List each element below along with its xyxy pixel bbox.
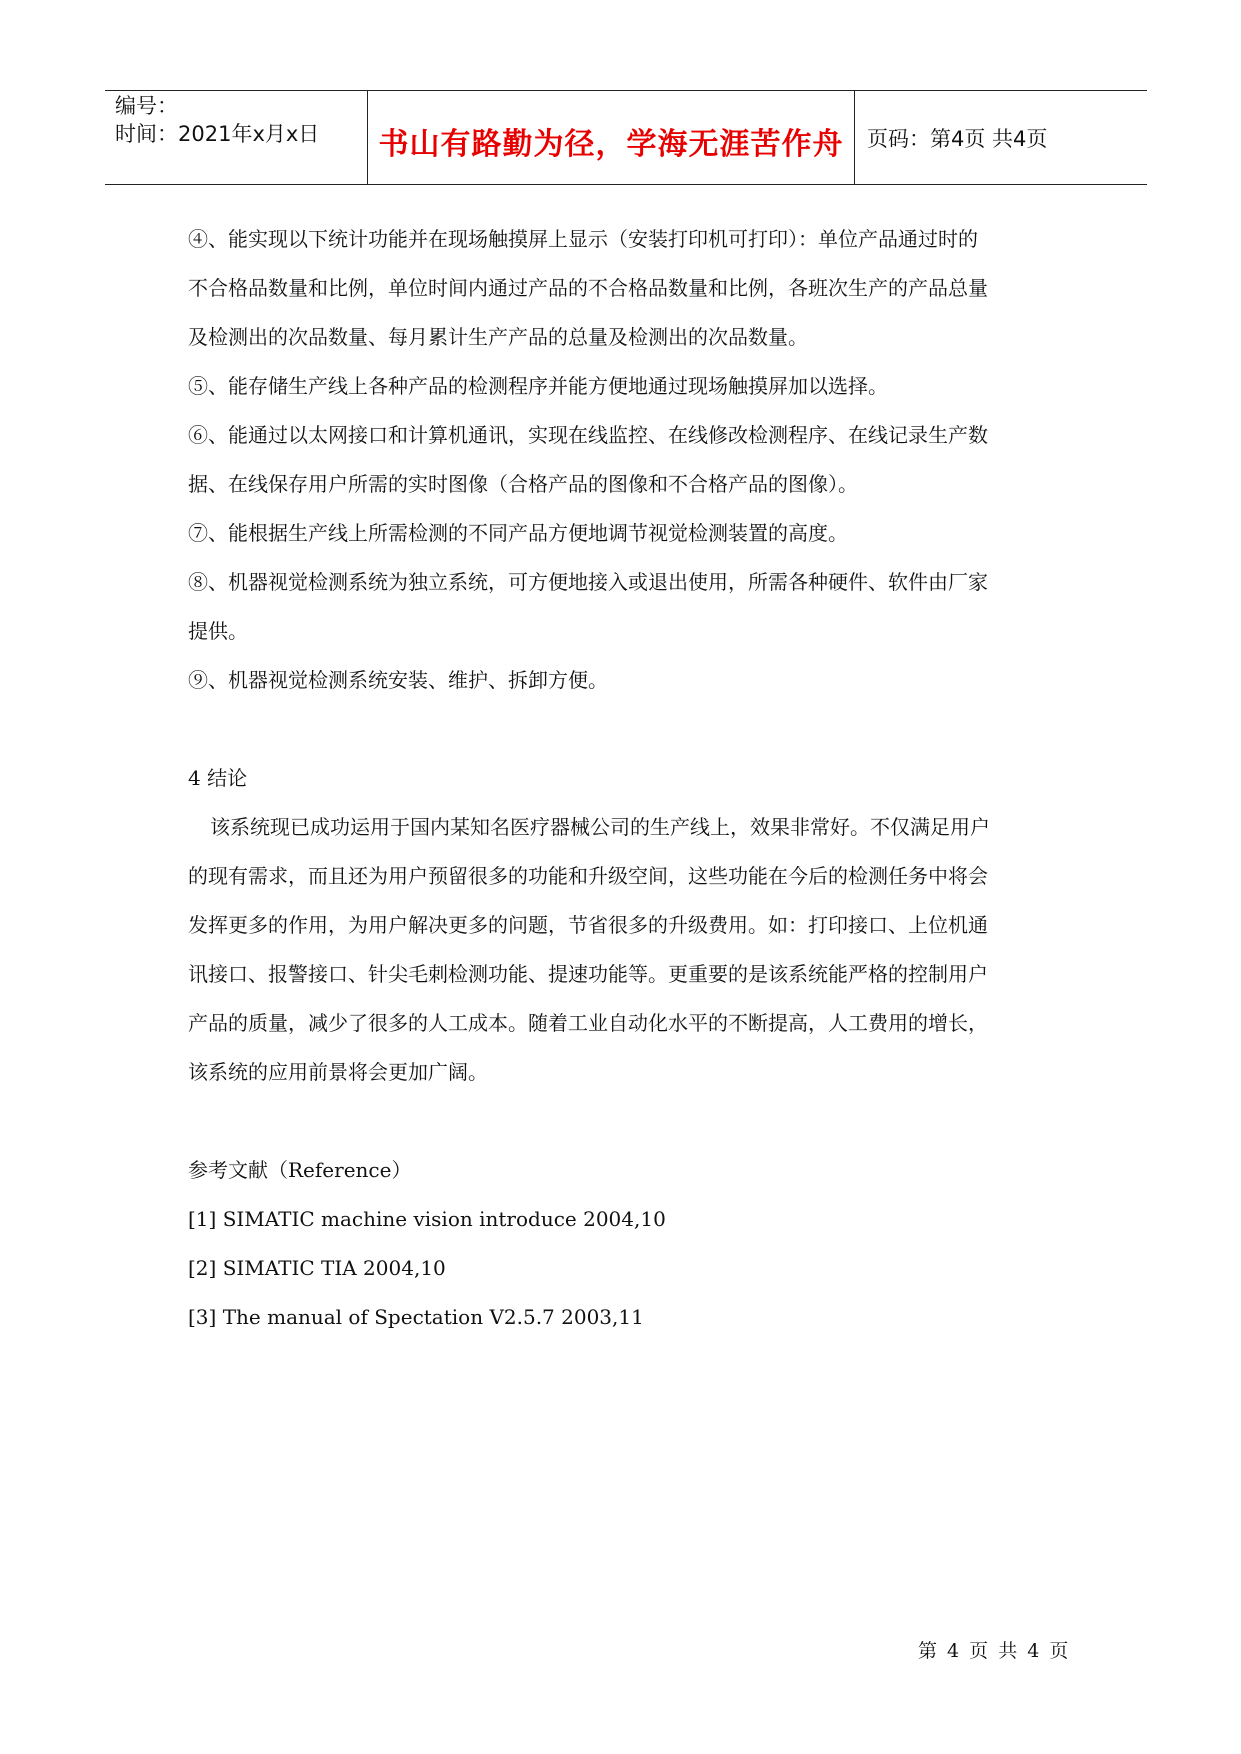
body-line: ⑤、能存储生产线上各种产品的检测程序并能方便地通过现场触摸屏加以选择。 <box>188 374 888 398</box>
header-info-cell <box>105 91 368 184</box>
body-line: ④、能实现以下统计功能并在现场触摸屏上显示（安装打印机可打印）：单位产品通过时的 <box>188 227 978 251</box>
header-motto: 书山有路勤为径，学海无涯苦作舟 <box>378 127 844 162</box>
header-page-number: 页码：第4页 共4页 <box>867 127 1048 151</box>
spacer <box>188 1097 1068 1146</box>
document-time-label: 时间：2021年x月x日 <box>115 122 320 146</box>
section-heading-conclusion: 4 结论 <box>188 766 248 790</box>
reference-item: [2] SIMATIC TIA 2004,10 <box>188 1256 446 1280</box>
body-line: ⑧、机器视觉检测系统为独立系统，可方便地接入或退出使用，所需各种硬件、软件由厂家 <box>188 570 988 594</box>
document-number-label: 编号： <box>115 94 178 118</box>
body-line: 不合格品数量和比例，单位时间内通过产品的不合格品数量和比例，各班次生产的产品总量 <box>188 276 988 300</box>
conclusion-line: 发挥更多的作用，为用户解决更多的问题，节省很多的升级费用。如：打印接口、上位机通 <box>188 913 988 937</box>
page-footer-number: 第 4 页 共 4 页 <box>918 1640 1071 1662</box>
body-line: 及检测出的次品数量、每月累计生产产品的总量及检测出的次品数量。 <box>188 325 808 349</box>
section-heading-references: 参考文献（Reference） <box>188 1158 412 1182</box>
body-line: 提供。 <box>188 619 248 643</box>
conclusion-line: 的现有需求，而且还为用户预留很多的功能和升级空间，这些功能在今后的检测任务中将会 <box>188 864 988 888</box>
page-header <box>105 90 1147 185</box>
body-line: 据、在线保存用户所需的实时图像（合格产品的图像和不合格产品的图像）。 <box>188 472 858 496</box>
header-page-cell <box>855 91 1147 184</box>
reference-item: [3] The manual of Spectation V2.5.7 2003,11 <box>188 1305 644 1329</box>
conclusion-line: 产品的质量，减少了很多的人工成本。随着工业自动化水平的不断提高，人工费用的增长， <box>188 1011 988 1035</box>
body-line: ⑨、机器视觉检测系统安装、维护、拆卸方便。 <box>188 668 608 692</box>
conclusion-line: 该系统的应用前景将会更加广阔。 <box>188 1060 488 1084</box>
body-line: ⑥、能通过以太网接口和计算机通讯，实现在线监控、在线修改检测程序、在线记录生产数 <box>188 423 988 447</box>
body-line: ⑦、能根据生产线上所需检测的不同产品方便地调节视觉检测装置的高度。 <box>188 521 848 545</box>
spacer <box>188 705 1068 754</box>
reference-item: [1] SIMATIC machine vision introduce 2004,10 <box>188 1207 666 1231</box>
document-body <box>188 215 1068 1342</box>
conclusion-line: 讯接口、报警接口、针尖毛刺检测功能、提速功能等。更重要的是该系统能严格的控制用户 <box>188 962 988 986</box>
conclusion-line: 该系统现已成功运用于国内某知名医疗器械公司的生产线上，效果非常好。不仅满足用户 <box>210 815 990 839</box>
header-motto-cell <box>368 91 855 184</box>
